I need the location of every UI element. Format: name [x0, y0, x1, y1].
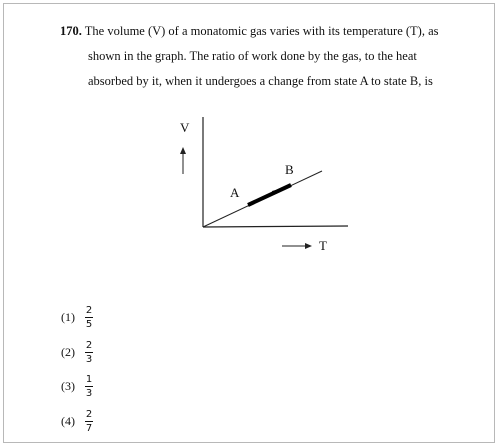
question-line-2: shown in the graph. The ratio of work done by the gas, to the heat	[88, 49, 417, 63]
option-3-fraction	[85, 374, 93, 399]
option-3-label: (3)	[61, 378, 75, 393]
y-axis-label: V	[180, 120, 190, 135]
option-4-numerator: 2	[85, 408, 93, 420]
option-2-fraction	[85, 340, 93, 365]
question-text-1: The volume (V) of a monatomic gas varies with its temperature (T), as	[84, 24, 439, 38]
option-4[interactable]	[61, 408, 93, 434]
option-2-label: (2)	[61, 344, 75, 359]
option-2-numerator: 2	[85, 339, 93, 351]
point-a-label: A	[230, 185, 240, 200]
option-3[interactable]	[61, 373, 93, 399]
x-direction-arrow	[305, 243, 312, 249]
point-b-label: B	[285, 162, 294, 177]
x-axis	[203, 226, 348, 227]
option-3-denominator: 3	[85, 387, 93, 399]
option-1[interactable]	[61, 304, 93, 330]
question-page	[3, 3, 495, 443]
option-2[interactable]	[61, 339, 93, 365]
option-4-fraction	[85, 409, 93, 434]
option-3-numerator: 1	[85, 373, 93, 385]
question-line-1	[60, 23, 439, 39]
question-number: 170.	[60, 24, 82, 38]
process-a-b	[248, 185, 291, 205]
question-line-3: absorbed by it, when it undergoes a change from state A to state B, is	[88, 74, 433, 88]
option-4-label: (4)	[61, 413, 75, 428]
option-1-label: (1)	[61, 309, 75, 324]
option-2-denominator: 3	[85, 353, 93, 365]
option-4-denominator: 7	[85, 422, 93, 434]
option-1-fraction	[85, 305, 93, 330]
option-1-denominator: 5	[85, 318, 93, 330]
option-1-numerator: 2	[85, 304, 93, 316]
x-axis-label: T	[319, 238, 327, 253]
y-direction-arrow	[180, 147, 186, 154]
vt-graph	[174, 114, 344, 264]
